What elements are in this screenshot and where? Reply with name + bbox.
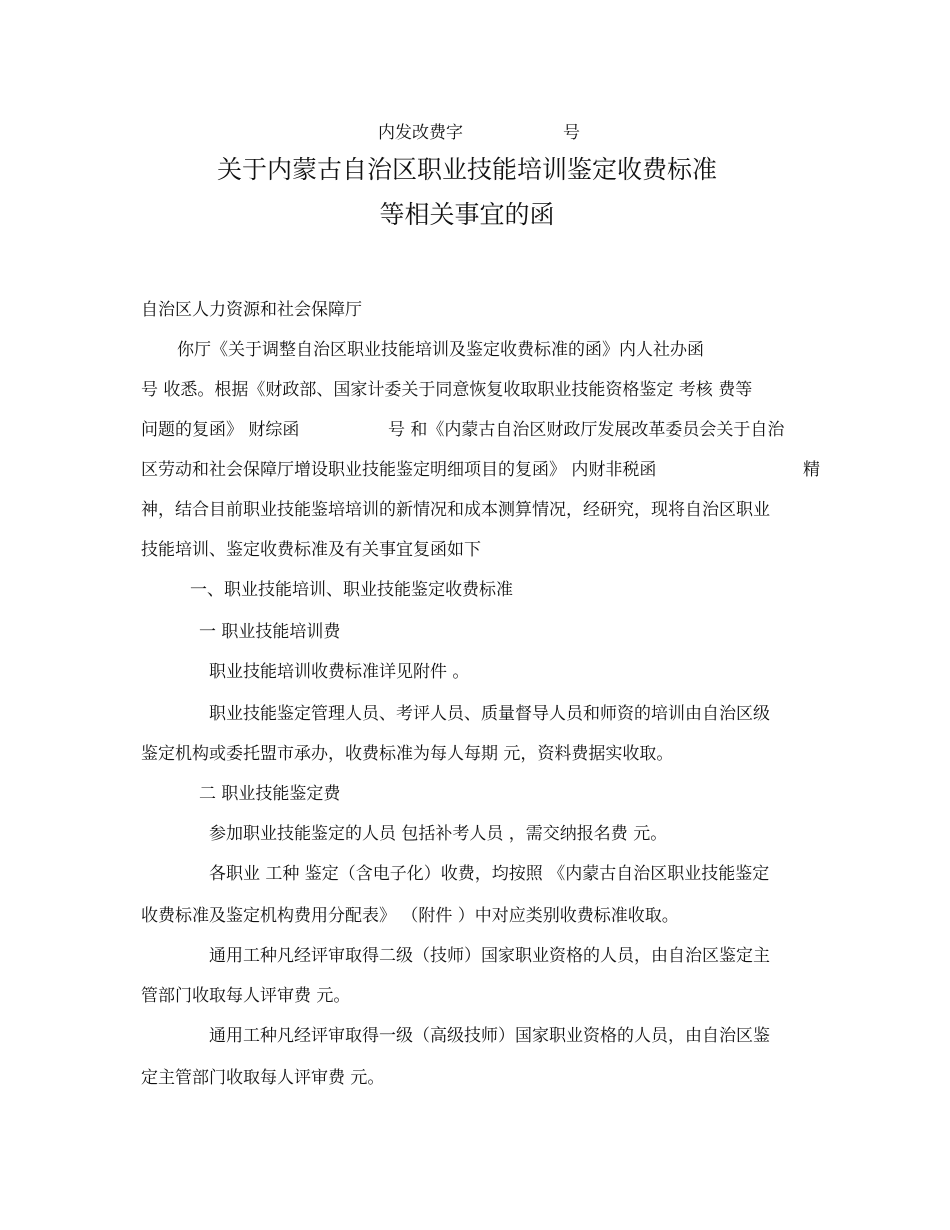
paragraph-1-line-3-b: 号 和《内蒙古自治区财政厅发展改革委员会关于自治 xyxy=(388,420,785,440)
paragraph-1-line-4: 区劳动和社会保障厅增设职业技能鉴定明细项目的复函》 内财非税函 xyxy=(141,460,657,480)
paragraph-1-line-3-part-a: 问题的复函》 财综函 xyxy=(141,420,300,440)
paragraph-1-line-1: 你厅《关于调整自治区职业技能培训及鉴定收费标准的函》内人社办函 xyxy=(177,340,704,360)
paragraph-1-line-3 xyxy=(141,419,299,441)
document-title-line-2: 等相关事宜的函 xyxy=(379,200,555,229)
subsection-2-heading: 二 职业技能鉴定费 xyxy=(199,784,341,804)
paragraph-1-line-4-b: 精 xyxy=(803,460,820,480)
subsection-2-paragraph-3-line-2: 管部门收取每人评审费 元。 xyxy=(141,986,351,1006)
document-title-line-1: 关于内蒙古自治区职业技能培训鉴定收费标准 xyxy=(216,155,717,184)
subsection-2-paragraph-4-line-1: 通用工种凡经评审取得一级（高级技师）国家职业资格的人员，由自治区鉴 xyxy=(209,1026,770,1046)
subsection-2-paragraph-4-line-2: 定主管部门收取每人评审费 元。 xyxy=(141,1068,385,1088)
subsection-1-paragraph-2-line-1: 职业技能鉴定管理人员、考评人员、质量督导人员和师资的培训由自治区级 xyxy=(209,704,770,724)
subsection-1-heading: 一 职业技能培训费 xyxy=(199,622,341,642)
subsection-2-paragraph-3-line-1: 通用工种凡经评审取得二级（技师）国家职业资格的人员，由自治区鉴定主 xyxy=(209,946,770,966)
subsection-2-paragraph-2-line-1: 各职业 工种 鉴定（含电子化）收费，均按照 《内蒙古自治区职业技能鉴定 xyxy=(209,864,770,884)
paragraph-1-line-6: 技能培训、鉴定收费标准及有关事宜复函如下 xyxy=(141,540,481,560)
document-number xyxy=(378,122,580,144)
paragraph-1-line-5: 神，结合目前职业技能鉴培培训的新情况和成本测算情况，经研究，现将自治区职业 xyxy=(141,500,770,520)
subsection-2-paragraph-2-line-2: 收费标准及鉴定机构费用分配表》 （附件 ）中对应类别收费标准收取。 xyxy=(141,906,679,926)
subsection-1-paragraph-1: 职业技能培训收费标准详见附件 。 xyxy=(209,662,470,682)
section-1-heading: 一、职业技能培训、职业技能鉴定收费标准 xyxy=(190,580,513,600)
document-number-suffix: 号 xyxy=(563,123,580,143)
paragraph-1-line-2: 号 收悉。根据《财政部、国家计委关于同意恢复收取职业技能资格鉴定 考核 费等 xyxy=(141,380,753,400)
document-number-prefix: 内发改费字 xyxy=(378,123,463,143)
subsection-2-paragraph-1: 参加职业技能鉴定的人员 包括补考人员 ，需交纳报名费 元。 xyxy=(209,824,668,844)
subsection-1-paragraph-2-line-2: 鉴定机构或委托盟市承办，收费标准为每人每期 元，资料费据实收取。 xyxy=(141,744,674,764)
recipient: 自治区人力资源和社会保障厅 xyxy=(141,300,362,320)
